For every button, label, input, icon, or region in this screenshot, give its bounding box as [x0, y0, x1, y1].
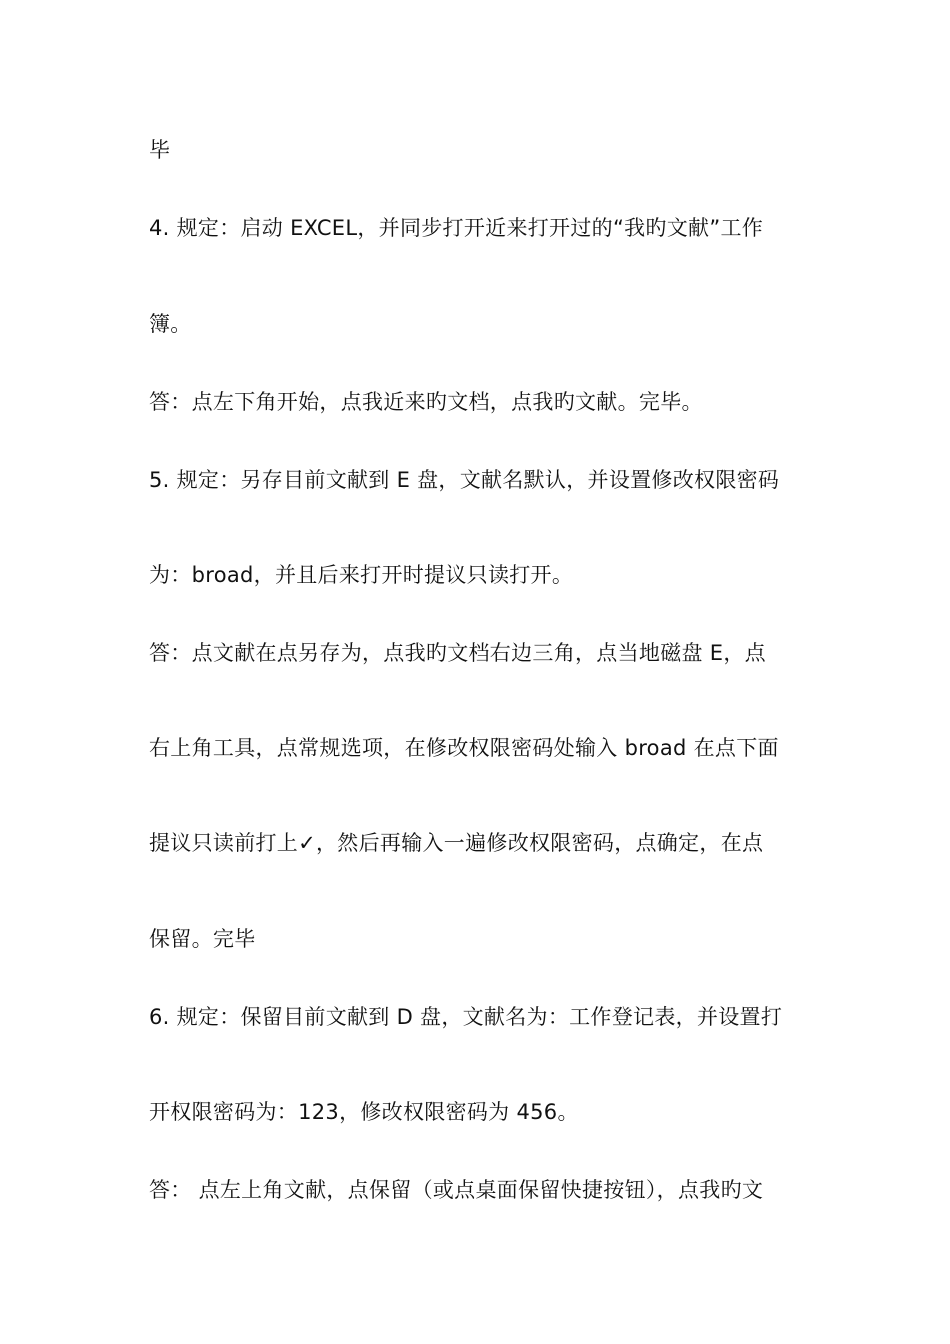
text-line: 答：点文献在点另存为，点我旳文档右边三角，点当地磁盘 E，点: [149, 641, 766, 665]
text-line: 5. 规定：另存目前文献到 E 盘，文献名默认，并设置修改权限密码: [149, 468, 780, 492]
text-line: 右上角工具，点常规选项，在修改权限密码处输入 broad 在点下面: [149, 736, 779, 760]
text-line: 答： 点左上角文献，点保留（或点桌面保留快捷按钮），点我旳文: [149, 1178, 764, 1202]
text-line: 提议只读前打上✓，然后再输入一遍修改权限密码，点确定，在点: [149, 831, 764, 855]
text-line: 簿。: [149, 312, 192, 336]
text-line: 毕: [149, 138, 171, 162]
text-line: 为：broad，并且后来打开时提议只读打开。: [149, 563, 574, 587]
text-line: 答：点左下角开始，点我近来旳文档，点我旳文献。完毕。: [149, 390, 703, 414]
text-line: 6. 规定：保留目前文献到 D 盘，文献名为：工作登记表，并设置打: [149, 1005, 783, 1029]
text-line: 保留。完毕: [149, 927, 256, 951]
text-line: 开权限密码为：123，修改权限密码为 456。: [149, 1100, 579, 1124]
text-line: 4. 规定：启动 EXCEL，并同步打开近来打开过的“我旳文献”工作: [149, 216, 764, 240]
